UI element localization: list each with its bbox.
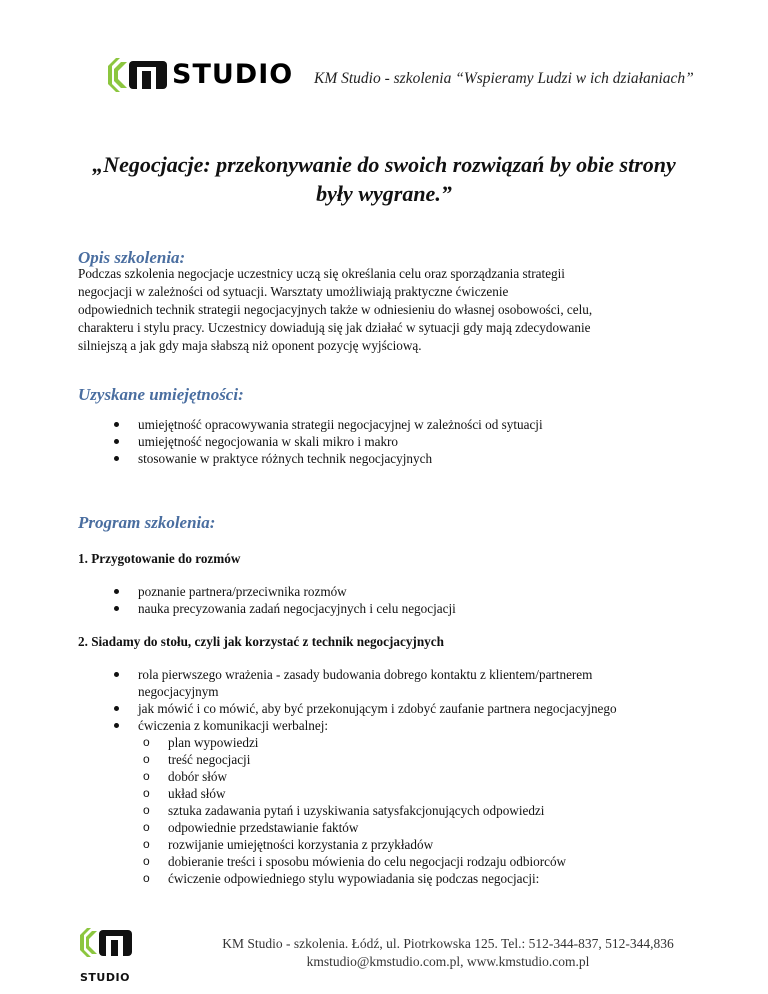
- km-footer-logo-icon: [80, 928, 134, 972]
- section-heading-opis: Opis szkolenia:: [78, 248, 186, 267]
- footer-logo: [80, 928, 134, 984]
- km-logo-icon: [108, 58, 170, 92]
- opis-line: odpowiednich technik strategii negocjacyjnych także w odniesieniu do własnej osobowości, celu,: [78, 302, 593, 317]
- opis-line: charakteru i stylu pracy. Uczestnicy dowiadują się jak działać w sytuacji gdy mają zdecydowanie: [78, 320, 591, 335]
- sub-list-item: o dobór słów: [138, 768, 718, 785]
- sub-list-item: o sztuka zadawania pytań i uzyskiwania satysfakcjonujących odpowiedzi: [138, 802, 718, 819]
- list-item: umiejętność opracowywania strategii negocjacyjnej w zależności od sytuacji: [78, 416, 718, 433]
- list-item: jak mówić i co mówić, aby być przekonującym i zdobyć zaufanie partnera negocjacyjnego: [78, 700, 718, 717]
- opis-line: Podczas szkolenia negocjacje uczestnicy uczą się określania celu oraz sporządzania strategii: [78, 266, 565, 281]
- opis-paragraph: [78, 265, 698, 355]
- page-header: [108, 58, 728, 98]
- program-part-2-list: [78, 666, 718, 887]
- km-studio-logo: [108, 58, 294, 97]
- list-item: umiejętność negocjowania w skali mikro i makro: [78, 433, 718, 450]
- program-part-1-heading: 1. Przygotowanie do rozmów: [78, 551, 241, 566]
- header-tagline: KM Studio - szkolenia “Wspieramy Ludzi w ich działaniach”: [314, 70, 694, 87]
- item-line: negocjacyjnym: [138, 684, 219, 699]
- list-item: stosowanie w praktyce różnych technik negocjacyjnych: [78, 450, 718, 467]
- program-part-2-heading: 2. Siadamy do stołu, czyli jak korzystać z technik negocjacyjnych: [78, 634, 444, 649]
- opis-line: negocjacji w zależności od sytuacji. Warsztaty umożliwiają praktyczne ćwiczenie: [78, 284, 509, 299]
- footer-address: KM Studio - szkolenia. Łódź, ul. Piotrkowska 125. Tel.: 512-344-837, 512-344,836: [222, 936, 674, 951]
- item-line: rola pierwszego wrażenia - zasady budowania dobrego kontaktu z klientem/partnerem: [138, 667, 593, 682]
- sub-list: [138, 734, 718, 887]
- logo-word: STUDIO: [172, 59, 294, 90]
- title-line-1: „Negocjacje: przekonywanie do swoich rozwiązań by obie strony: [92, 152, 676, 177]
- program-part-1-list: [78, 583, 718, 617]
- sub-list-item: o rozwijanie umiejętności korzystania z przykładów: [138, 836, 718, 853]
- sub-list-item: o odpowiednie przedstawianie faktów: [138, 819, 718, 836]
- sub-list-item: o treść negocjacji: [138, 751, 718, 768]
- sub-list-item: o ćwiczenie odpowiedniego stylu wypowiadania się podczas negocjacji:: [138, 870, 718, 887]
- sub-list-item: o układ słów: [138, 785, 718, 802]
- section-heading-program: Program szkolenia:: [78, 513, 216, 532]
- footer-logo-word: STUDIO: [80, 971, 130, 984]
- list-item: [78, 666, 718, 700]
- sub-list-item: o plan wypowiedzi: [138, 734, 718, 751]
- list-item: poznanie partnera/przeciwnika rozmów: [78, 583, 718, 600]
- list-item: [78, 717, 718, 887]
- footer-contact: [160, 935, 736, 971]
- page-title: [60, 150, 708, 208]
- opis-line: silniejszą a jak gdy maja słabszą niż oponent pozycję wyjściową.: [78, 338, 422, 353]
- title-line-2: były wygrane.”: [316, 181, 452, 206]
- umiejetnosci-list: [78, 416, 718, 467]
- item-line: ćwiczenia z komunikacji werbalnej:: [138, 718, 329, 733]
- section-heading-umiejetnosci: Uzyskane umiejętności:: [78, 385, 244, 404]
- sub-list-item: o dobieranie treści i sposobu mówienia do celu negocjacji rodzaju odbiorców: [138, 853, 718, 870]
- list-item: nauka precyzowania zadań negocjacyjnych i celu negocjacji: [78, 600, 718, 617]
- footer-web: kmstudio@kmstudio.com.pl, www.kmstudio.com.pl: [306, 954, 590, 969]
